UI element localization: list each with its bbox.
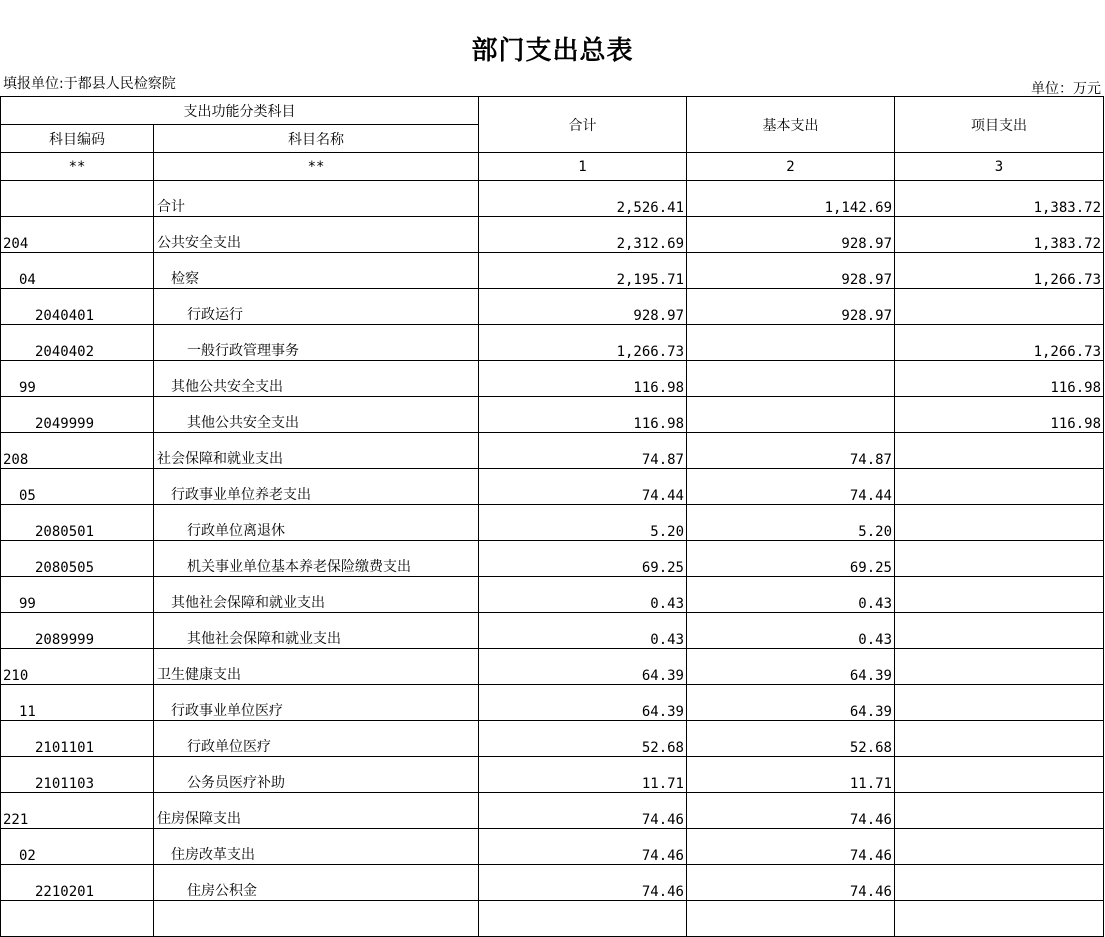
subject-name-cell: 机关事业单位基本养老保险缴费支出	[154, 541, 479, 577]
table-row	[1, 253, 1104, 289]
reporting-unit-label: 填报单位:于都县人民检察院	[3, 76, 176, 92]
subject-name-cell: 其他社会保障和就业支出	[154, 613, 479, 649]
basic-expenditure-cell	[687, 325, 895, 361]
header-index-total: 1	[479, 153, 687, 181]
subject-name-cell: 卫生健康支出	[154, 649, 479, 685]
basic-expenditure-cell: 0.43	[687, 577, 895, 613]
project-expenditure-cell	[895, 289, 1104, 325]
project-expenditure-cell	[895, 649, 1104, 685]
subject-code-cell: 2040402	[1, 325, 154, 361]
header-basic-expenditure: 基本支出	[687, 97, 895, 153]
total-cell: 74.46	[479, 829, 687, 865]
project-expenditure-cell	[895, 469, 1104, 505]
project-expenditure-cell	[895, 613, 1104, 649]
total-cell: 74.46	[479, 793, 687, 829]
project-expenditure-cell	[895, 577, 1104, 613]
subject-code-cell: 11	[1, 685, 154, 721]
table-row	[1, 181, 1104, 217]
basic-expenditure-cell: 74.46	[687, 865, 895, 901]
total-cell: 2,195.71	[479, 253, 687, 289]
total-cell: 0.43	[479, 613, 687, 649]
subject-name-cell: 公务员医疗补助	[154, 757, 479, 793]
subject-code-cell: 2080505	[1, 541, 154, 577]
basic-expenditure-cell: 11.71	[687, 757, 895, 793]
total-cell: 2,312.69	[479, 217, 687, 253]
basic-expenditure-cell: 74.46	[687, 829, 895, 865]
subject-code-cell: 2040401	[1, 289, 154, 325]
currency-unit-label: 单位：万元	[1031, 81, 1101, 97]
basic-expenditure-cell: 928.97	[687, 217, 895, 253]
basic-expenditure-cell: 74.46	[687, 793, 895, 829]
total-cell: 5.20	[479, 505, 687, 541]
project-expenditure-cell	[895, 541, 1104, 577]
subject-name-cell: 合计	[154, 181, 479, 217]
project-expenditure-cell	[895, 505, 1104, 541]
subject-name-cell: 行政单位医疗	[154, 721, 479, 757]
subject-code-cell: 05	[1, 469, 154, 505]
table-row	[1, 505, 1104, 541]
table-row	[1, 361, 1104, 397]
subject-code-cell: 99	[1, 577, 154, 613]
subject-name-cell: 行政事业单位医疗	[154, 685, 479, 721]
header-functional-category: 支出功能分类科目	[1, 97, 479, 125]
table-row	[1, 829, 1104, 865]
subject-name-cell: 行政单位离退休	[154, 505, 479, 541]
subject-code-cell: 2210201	[1, 865, 154, 901]
subject-name-cell: 一般行政管理事务	[154, 325, 479, 361]
table-row	[1, 865, 1104, 901]
basic-expenditure-cell: 74.87	[687, 433, 895, 469]
subject-name-cell: 公共安全支出	[154, 217, 479, 253]
project-expenditure-cell	[895, 829, 1104, 865]
header-index-code: **	[1, 153, 154, 181]
total-cell: 74.46	[479, 865, 687, 901]
project-expenditure-cell	[895, 901, 1104, 937]
subject-name-cell: 其他社会保障和就业支出	[154, 577, 479, 613]
project-expenditure-cell: 1,266.73	[895, 253, 1104, 289]
table-row	[1, 289, 1104, 325]
expenditure-table	[0, 96, 1104, 937]
subject-code-cell: 221	[1, 793, 154, 829]
table-row	[1, 685, 1104, 721]
subject-code-cell: 04	[1, 253, 154, 289]
subject-name-cell: 行政事业单位养老支出	[154, 469, 479, 505]
subject-name-cell: 住房保障支出	[154, 793, 479, 829]
header-index-project: 3	[895, 153, 1104, 181]
total-cell: 116.98	[479, 361, 687, 397]
table-row	[1, 613, 1104, 649]
total-cell: 74.44	[479, 469, 687, 505]
header-subject-code: 科目编码	[1, 125, 154, 153]
total-cell: 74.87	[479, 433, 687, 469]
project-expenditure-cell: 1,383.72	[895, 181, 1104, 217]
header-project-expenditure: 项目支出	[895, 97, 1104, 153]
basic-expenditure-cell: 74.44	[687, 469, 895, 505]
header-index-basic: 2	[687, 153, 895, 181]
header-row-group	[1, 97, 1104, 125]
table-body	[1, 181, 1104, 937]
table-row	[1, 325, 1104, 361]
subject-code-cell: 2049999	[1, 397, 154, 433]
subject-name-cell: 行政运行	[154, 289, 479, 325]
subject-name-cell: 其他公共安全支出	[154, 361, 479, 397]
basic-expenditure-cell	[687, 361, 895, 397]
table-row	[1, 901, 1104, 937]
total-cell: 64.39	[479, 649, 687, 685]
basic-expenditure-cell: 64.39	[687, 685, 895, 721]
subject-code-cell	[1, 181, 154, 217]
basic-expenditure-cell	[687, 901, 895, 937]
total-cell: 0.43	[479, 577, 687, 613]
header-total: 合计	[479, 97, 687, 153]
table-row	[1, 469, 1104, 505]
total-cell: 52.68	[479, 721, 687, 757]
basic-expenditure-cell: 928.97	[687, 253, 895, 289]
subject-code-cell: 204	[1, 217, 154, 253]
subject-name-cell: 住房改革支出	[154, 829, 479, 865]
subject-name-cell: 检察	[154, 253, 479, 289]
basic-expenditure-cell: 1,142.69	[687, 181, 895, 217]
project-expenditure-cell	[895, 433, 1104, 469]
project-expenditure-cell	[895, 685, 1104, 721]
table-row	[1, 649, 1104, 685]
header-subject-name: 科目名称	[154, 125, 479, 153]
table-row	[1, 217, 1104, 253]
total-cell: 1,266.73	[479, 325, 687, 361]
basic-expenditure-cell: 928.97	[687, 289, 895, 325]
subject-name-cell: 社会保障和就业支出	[154, 433, 479, 469]
header-index-name: **	[154, 153, 479, 181]
total-cell: 928.97	[479, 289, 687, 325]
project-expenditure-cell: 116.98	[895, 361, 1104, 397]
total-cell: 116.98	[479, 397, 687, 433]
basic-expenditure-cell: 5.20	[687, 505, 895, 541]
subject-code-cell: 210	[1, 649, 154, 685]
total-cell: 11.71	[479, 757, 687, 793]
table-row	[1, 541, 1104, 577]
total-cell	[479, 901, 687, 937]
subject-name-cell: 其他公共安全支出	[154, 397, 479, 433]
project-expenditure-cell	[895, 865, 1104, 901]
table-row	[1, 433, 1104, 469]
basic-expenditure-cell	[687, 397, 895, 433]
subject-code-cell: 2080501	[1, 505, 154, 541]
project-expenditure-cell	[895, 721, 1104, 757]
project-expenditure-cell	[895, 793, 1104, 829]
table-row	[1, 793, 1104, 829]
project-expenditure-cell: 116.98	[895, 397, 1104, 433]
project-expenditure-cell	[895, 757, 1104, 793]
table-row	[1, 721, 1104, 757]
subject-code-cell: 99	[1, 361, 154, 397]
page-title: 部门支出总表	[471, 36, 634, 66]
basic-expenditure-cell: 52.68	[687, 721, 895, 757]
table-row	[1, 577, 1104, 613]
project-expenditure-cell: 1,383.72	[895, 217, 1104, 253]
basic-expenditure-cell: 64.39	[687, 649, 895, 685]
subject-name-cell	[154, 901, 479, 937]
subject-code-cell: 2089999	[1, 613, 154, 649]
total-cell: 64.39	[479, 685, 687, 721]
total-cell: 69.25	[479, 541, 687, 577]
table-row	[1, 397, 1104, 433]
subject-code-cell: 2101101	[1, 721, 154, 757]
subject-code-cell	[1, 901, 154, 937]
basic-expenditure-cell: 0.43	[687, 613, 895, 649]
total-cell: 2,526.41	[479, 181, 687, 217]
table-row	[1, 757, 1104, 793]
header-row-index	[1, 153, 1104, 181]
subject-code-cell: 208	[1, 433, 154, 469]
subject-code-cell: 2101103	[1, 757, 154, 793]
project-expenditure-cell: 1,266.73	[895, 325, 1104, 361]
subject-name-cell: 住房公积金	[154, 865, 479, 901]
subject-code-cell: 02	[1, 829, 154, 865]
basic-expenditure-cell: 69.25	[687, 541, 895, 577]
